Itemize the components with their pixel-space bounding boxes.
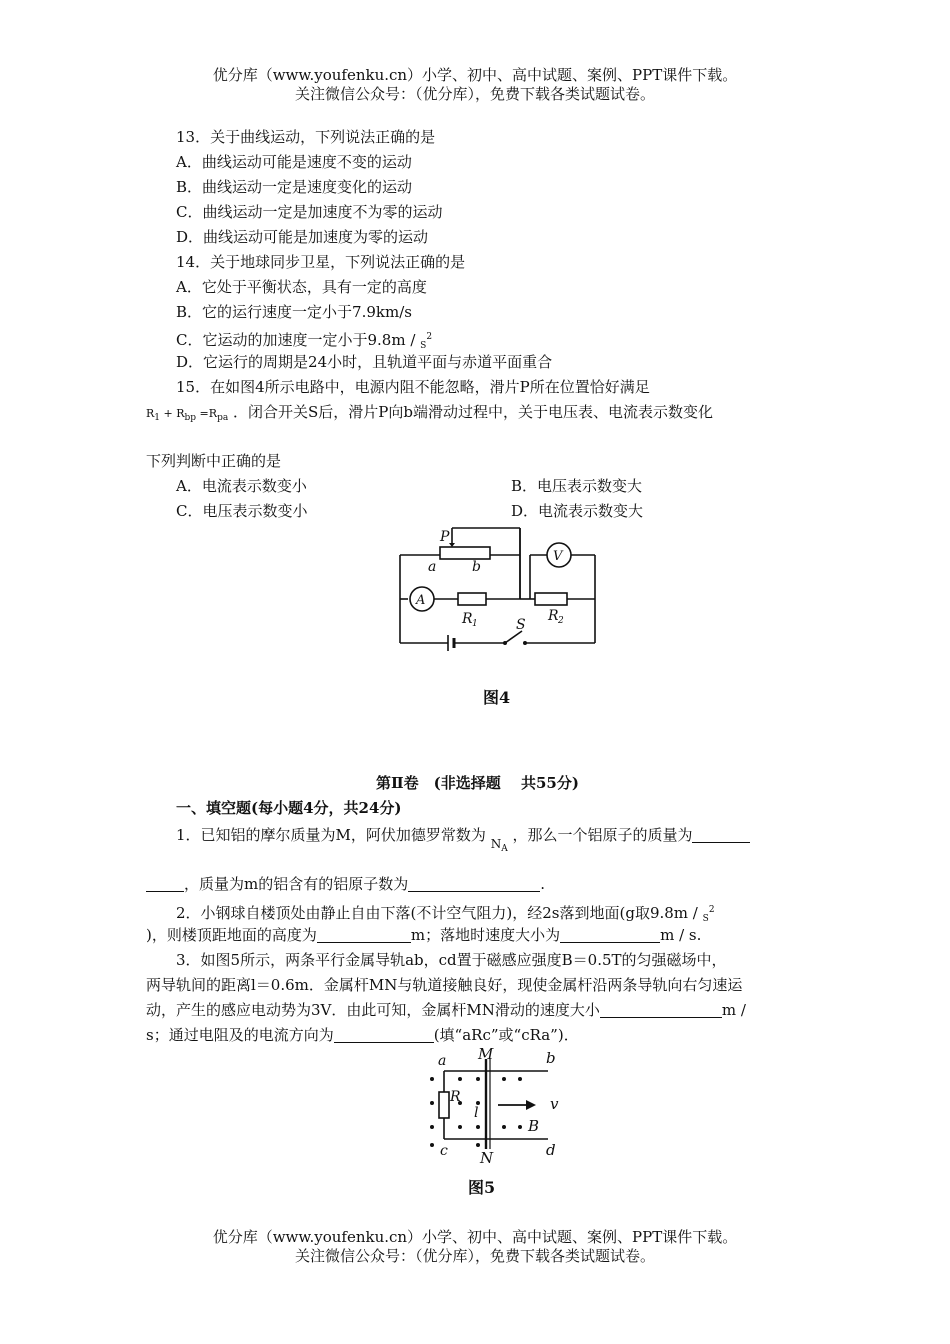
- unit-s: S: [702, 914, 709, 924]
- figure-5-rails: [420, 1045, 570, 1167]
- resistor-r2: [535, 593, 567, 605]
- q15-option-c: C．电压表示数变小: [176, 502, 308, 520]
- label-l: l: [474, 1105, 479, 1121]
- blank-1-cont[interactable]: [146, 875, 184, 892]
- exponent: 2: [426, 332, 433, 342]
- fill-3-text-c: (填“aRc”或“cRa”)．: [433, 1026, 579, 1044]
- q13-option-a: A．曲线运动可能是速度不变的运动: [176, 153, 412, 171]
- symbol-n: N: [490, 837, 502, 851]
- fill-1-period: .: [540, 875, 546, 893]
- label-r1: R: [462, 611, 473, 627]
- label-b: b: [546, 1049, 556, 1067]
- rheostat: [440, 547, 490, 559]
- blank-3[interactable]: [317, 926, 411, 943]
- label-n: N: [480, 1149, 494, 1167]
- cond-r1: R: [146, 407, 155, 420]
- figure-4-caption: 图4: [483, 688, 511, 707]
- q14-stem: 14．关于地球同步卫星，下列说法正确的是: [176, 253, 466, 271]
- label-a: a: [438, 1053, 447, 1069]
- cond-sub1: 1: [154, 413, 161, 423]
- label-s: S: [516, 617, 526, 633]
- label-b: b: [472, 559, 481, 575]
- label-a: a: [428, 559, 437, 575]
- cond-plus: + R: [160, 407, 185, 420]
- fill-3-unit: m /: [721, 1001, 746, 1019]
- header-line-1: 优分库（www.youfenku.cn）小学、初中、高中试题、案例、PPT课件下载。: [212, 66, 738, 84]
- label-r2-sub: 2: [558, 616, 564, 626]
- fill-2-text-a: 2．小钢球自楼顶处由静止自由下落(不计空气阻力)，经2s落到地面(g取9.8m /: [176, 904, 698, 922]
- q13-option-c: C．曲线运动一定是加速度不为零的运动: [176, 203, 443, 221]
- q15-condition-line: [146, 402, 713, 428]
- label-v: v: [550, 1095, 559, 1113]
- resistor-r1: [458, 593, 486, 605]
- q15-continuation: ．闭合开关S后，滑片P向b端滑动过程中，关于电压表、电流表示数变化: [232, 403, 713, 421]
- q15-option-d: D．电流表示数变大: [511, 502, 644, 520]
- footer-line-1: 优分库（www.youfenku.cn）小学、初中、高中试题、案例、PPT课件下载。: [212, 1228, 738, 1246]
- fill-3-line-4: [146, 1025, 579, 1045]
- section-2-part-1: 一、填空题(每小题4分，共24分): [176, 799, 402, 817]
- label-p: P: [440, 529, 450, 545]
- fill-3-line-1: 3．如图5所示，两条平行金属导轨ab，cd置于磁感应强度B＝0.5T的匀强磁场中，: [176, 951, 727, 969]
- fill-1-text-b: ，那么一个铝原子的质量为: [512, 826, 693, 844]
- label-r: R: [450, 1089, 461, 1105]
- fill-3-line-2: 两导轨间的距离l＝0.6m．金属杆MN与轨道接触良好，现使金属杆沿两条导轨向右匀速运: [146, 976, 743, 994]
- label-r1-sub: 1: [472, 619, 478, 629]
- fill-3-line-3: [146, 1000, 746, 1020]
- exponent: 2: [708, 905, 715, 915]
- q15-option-a: A．电流表示数变小: [176, 477, 307, 495]
- header-line-2: 关注微信公众号：（优分库），免费下载各类试题试卷。: [294, 85, 655, 103]
- blank-1[interactable]: [692, 826, 750, 843]
- fill-2-line-2: [146, 925, 701, 945]
- q13-stem: 13．关于曲线运动，下列说法正确的是: [176, 128, 436, 146]
- q14-option-b: B．它的运行速度一定小于7.9km/s: [176, 303, 412, 321]
- fill-1-text-a: 1．已知铝的摩尔质量为M，阿伏加德罗常数为: [176, 826, 486, 844]
- q15-option-b: B．电压表示数变大: [511, 477, 643, 495]
- cond-sub2: bp: [184, 413, 197, 423]
- label-b-field: B: [528, 1117, 540, 1135]
- label-m: M: [478, 1045, 494, 1063]
- ammeter-label: A: [416, 593, 426, 608]
- blank-4[interactable]: [560, 926, 660, 943]
- fill-2-text-c: m；落地时速度大小为: [410, 926, 561, 944]
- fill-2-text-d: m / s.: [660, 926, 702, 944]
- cond-sub3: pa: [217, 413, 229, 423]
- cond-eq: =R: [196, 407, 218, 420]
- q13-option-b: B．曲线运动一定是速度变化的运动: [176, 178, 413, 196]
- fill-2-text-b: )，则楼顶距地面的高度为: [146, 926, 317, 944]
- q14-option-d: D．它运行的周期是24小时，且轨道平面与赤道平面重合: [176, 353, 553, 371]
- q14-option-c-text: C．它运动的加速度一定小于9.8m /: [176, 331, 416, 349]
- label-c: c: [440, 1143, 448, 1159]
- figure-5-caption: 图5: [468, 1178, 496, 1197]
- fill-3-text-a: 动，产生的感应电动势为3V．由此可知，金属杆MN滑动的速度大小: [146, 1001, 600, 1019]
- blank-2[interactable]: [408, 875, 540, 892]
- blank-6[interactable]: [334, 1026, 434, 1043]
- fill-1-line-2: [146, 874, 545, 894]
- fill-1-text-c: ，质量为m的铝含有的铝原子数为: [184, 875, 409, 893]
- voltmeter-label: V: [553, 549, 563, 564]
- footer-line-2: 关注微信公众号：（优分库），免费下载各类试题试卷。: [294, 1247, 655, 1265]
- fill-3-text-b: s；通过电阻及的电流方向为: [146, 1026, 334, 1044]
- blank-5[interactable]: [600, 1001, 722, 1018]
- symbol-a-sub: A: [501, 844, 508, 854]
- q15-continuation-2: 下列判断中正确的是: [146, 452, 282, 470]
- q14-option-a: A．它处于平衡状态，具有一定的高度: [176, 278, 427, 296]
- resistor-r: [439, 1092, 449, 1118]
- label-d: d: [546, 1141, 556, 1159]
- q15-stem: 15．在如图4所示电路中，电源内阻不能忽略，滑片P所在位置恰好满足: [176, 378, 650, 396]
- fill-1-line-1: [176, 825, 750, 859]
- unit-s: S: [420, 341, 427, 351]
- q13-option-d: D．曲线运动可能是加速度为零的运动: [176, 228, 429, 246]
- label-r2: R: [548, 608, 559, 624]
- figure-4-circuit: [390, 525, 605, 655]
- section-2-title: 第Ⅱ卷 (非选择题 共55分): [376, 774, 579, 792]
